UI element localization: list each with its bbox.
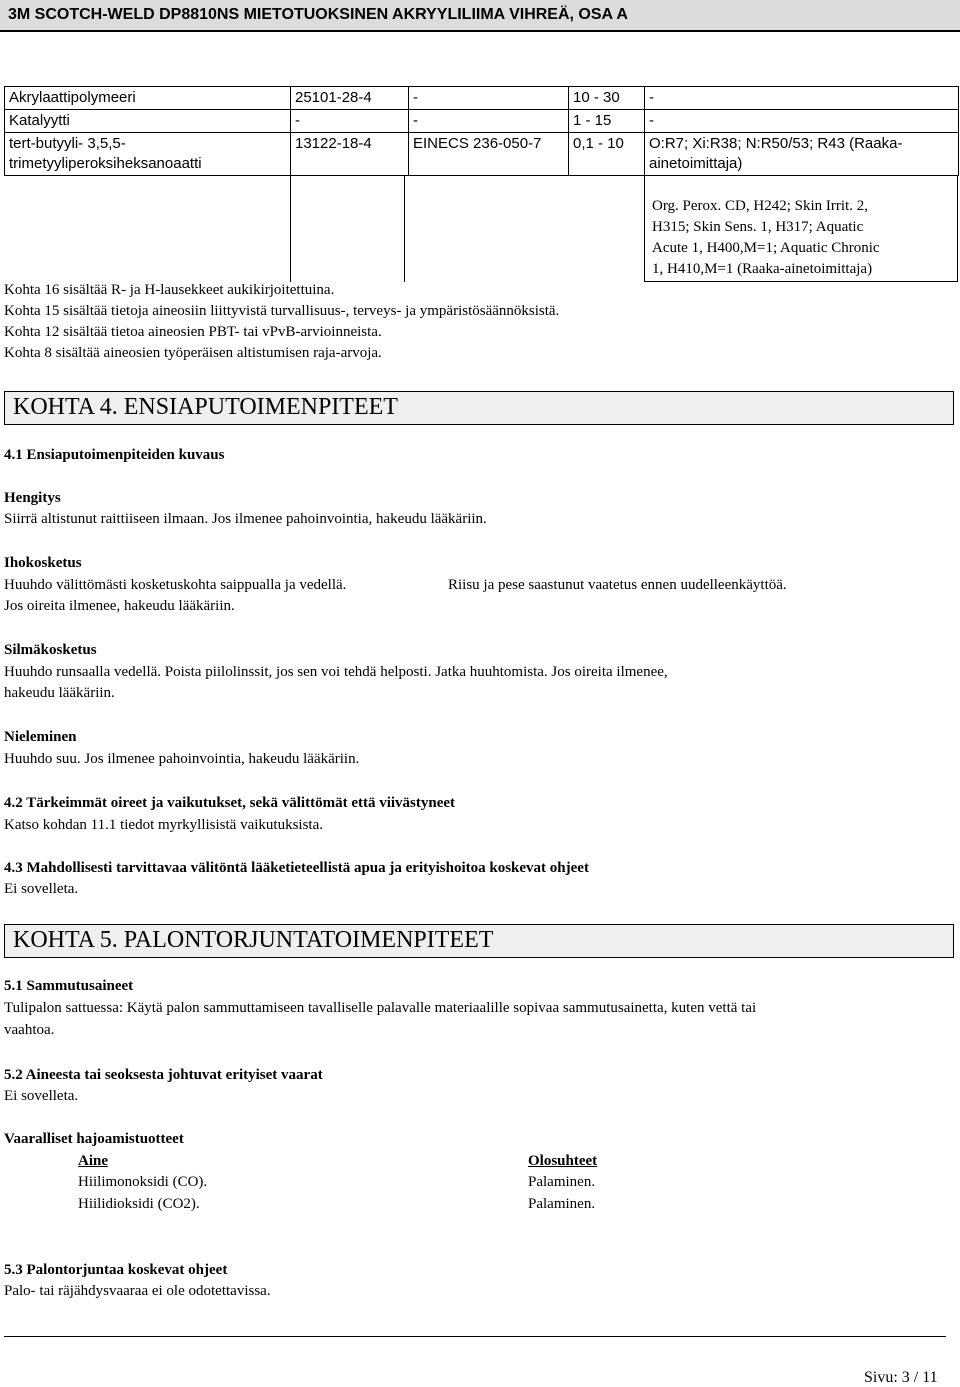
subsection-heading: 5.2 Aineesta tai seoksesta johtuvat erityiset vaarat xyxy=(4,1067,323,1083)
hengitys-text: Siirrä altistunut raittiiseen ilmaan. Jos ilmenee pahoinvointia, hakeudu lääkäriin. xyxy=(4,511,487,527)
subsection-heading: 4.1 Ensiaputoimenpiteiden kuvaus xyxy=(4,447,225,463)
ihokosketus-heading: Ihokosketus xyxy=(4,555,82,571)
table-row xyxy=(5,133,959,176)
component-percent: 10 - 30 xyxy=(569,87,645,110)
nieleminen-text: Huuhdo suu. Jos ilmenee pahoinvointia, hakeudu lääkäriin. xyxy=(4,751,360,767)
subsection-text: Palo- tai räjähdysvaaraa ei ole odotettavissa. xyxy=(4,1283,271,1299)
subsection-heading: 4.3 Mahdollisesti tarvittavaa välitöntä lääketieteellistä apua ja erityishoitoa koskevat ohjeet xyxy=(4,860,589,876)
note: Kohta 8 sisältää aineosien työperäisen altistumisen raja-arvoja. xyxy=(4,345,382,361)
subsection-text: vaahtoa. xyxy=(4,1022,55,1038)
component-name: Katalyytti xyxy=(5,110,291,133)
section-title: KOHTA 4. ENSIAPUTOIMENPITEET xyxy=(13,394,398,420)
note: Kohta 16 sisältää R- ja H-lausekkeet aukikirjoitettuina. xyxy=(4,282,335,298)
table-row xyxy=(5,110,959,133)
components-table xyxy=(4,86,959,176)
column-header-olosuhteet: Olosuhteet xyxy=(528,1153,598,1169)
section-title: KOHTA 5. PALONTORJUNTATOIMENPITEET xyxy=(13,927,494,953)
component-ec: EINECS 236-050-7 xyxy=(409,133,569,176)
table-divider xyxy=(957,176,958,282)
table-divider xyxy=(404,176,405,282)
clp-line: Acute 1, H400,M=1; Aquatic Chronic xyxy=(652,240,880,256)
subsection-text: Ei sovelleta. xyxy=(4,1088,79,1104)
table-divider xyxy=(644,281,958,282)
subsection-heading: 5.3 Palontorjuntaa koskevat ohjeet xyxy=(4,1262,228,1278)
document-title: 3M SCOTCH-WELD DP8810NS MIETOTUOKSINEN AKRYYLILIIMA VIHREÄ, OSA A xyxy=(8,6,628,23)
component-percent: 0,1 - 10 xyxy=(569,133,645,176)
section-5-heading xyxy=(4,924,954,958)
decomposition-condition: Palaminen. xyxy=(528,1196,596,1212)
ihokosketus-text: Jos oireita ilmenee, hakeudu lääkäriin. xyxy=(4,598,235,614)
clp-line: 1, H410,M=1 (Raaka-ainetoimittaja) xyxy=(652,261,873,277)
ihokosketus-text: Huuhdo välittömästi kosketuskohta saippualla ja vedellä. xyxy=(4,577,347,593)
note: Kohta 12 sisältää tietoa aineosien PBT- tai vPvB-arvioinneista. xyxy=(4,324,382,340)
footer-rule xyxy=(4,1336,946,1337)
note: Kohta 15 sisältää tietoja aineosiin liittyvistä turvallisuus-, terveys- ja ympäristösäännöksistä. xyxy=(4,303,560,319)
component-ec: - xyxy=(409,110,569,133)
decomposition-heading: Vaaralliset hajoamistuotteet xyxy=(4,1131,184,1147)
component-classification: - xyxy=(645,110,959,133)
subsection-heading: 5.1 Sammutusaineet xyxy=(4,978,134,994)
component-cas: 25101-28-4 xyxy=(291,87,409,110)
subsection-text: Katso kohdan 11.1 tiedot myrkyllisistä vaikutuksista. xyxy=(4,817,323,833)
column-header-aine: Aine xyxy=(78,1153,108,1169)
decomposition-substance: Hiilidioksidi (CO2). xyxy=(78,1196,200,1212)
silmakosketus-text: hakeudu lääkäriin. xyxy=(4,685,115,701)
component-cas: - xyxy=(291,110,409,133)
hengitys-heading: Hengitys xyxy=(4,490,61,506)
decomposition-substance: Hiilimonoksidi (CO). xyxy=(78,1174,208,1190)
clp-line: H315; Skin Sens. 1, H317; Aquatic xyxy=(652,219,864,235)
silmakosketus-text: Huuhdo runsaalla vedellä. Poista piilolinssit, jos sen voi tehdä helposti. Jatka huuhtomista. Jos oireita ilmenee, xyxy=(4,664,668,680)
silmakosketus-heading: Silmäkosketus xyxy=(4,642,97,658)
component-cas: 13122-18-4 xyxy=(291,133,409,176)
table-divider xyxy=(644,176,645,282)
section-4-heading xyxy=(4,391,954,425)
component-classification: - xyxy=(645,87,959,110)
nieleminen-heading: Nieleminen xyxy=(4,729,77,745)
ihokosketus-text: Riisu ja pese saastunut vaatetus ennen uudelleenkäyttöä. xyxy=(448,577,787,593)
table-row xyxy=(5,87,959,110)
decomposition-condition: Palaminen. xyxy=(528,1174,596,1190)
table-divider xyxy=(290,176,291,282)
component-ec: - xyxy=(409,87,569,110)
component-name: Akrylaattipolymeeri xyxy=(5,87,291,110)
subsection-text: Tulipalon sattuessa: Käytä palon sammuttamiseen tavalliselle palavalle materiaalille sopivaa sammutusainetta, kuten vettä tai xyxy=(4,1000,757,1016)
page-number: Sivu: 3 / 11 xyxy=(864,1369,938,1386)
component-percent: 1 - 15 xyxy=(569,110,645,133)
component-classification: O:R7; Xi:R38; N:R50/53; R43 (Raaka-ainetoimittaja) xyxy=(645,133,959,176)
subsection-text: Ei sovelleta. xyxy=(4,881,79,897)
clp-line: Org. Perox. CD, H242; Skin Irrit. 2, xyxy=(652,198,868,214)
component-name: tert-butyyli- 3,5,5-trimetyyliperoksiheksanoaatti xyxy=(5,133,291,176)
subsection-heading: 4.2 Tärkeimmät oireet ja vaikutukset, sekä välittömät että viivästyneet xyxy=(4,795,456,811)
